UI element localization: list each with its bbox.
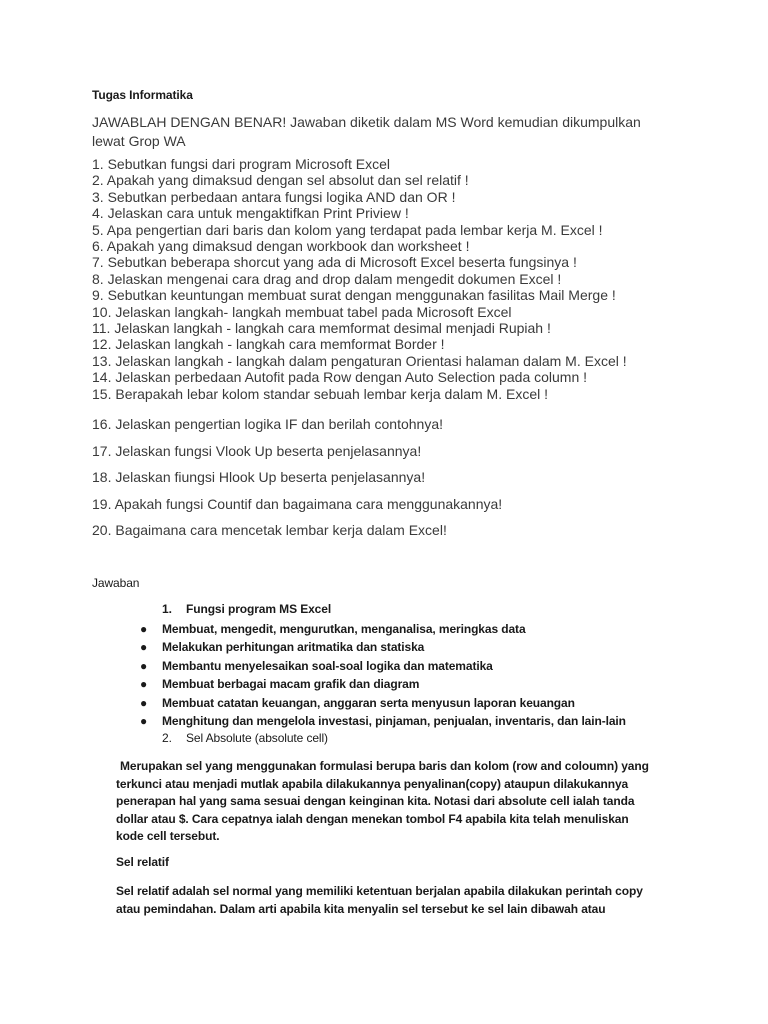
instruction-text: JAWABLAH DENGAN BENAR! Jawaban diketik dalam MS Word kemudian dikumpulkan lewat Grop WA xyxy=(92,114,641,149)
bullet-text: Membantu menyelesaikan soal-soal logika dan matematika xyxy=(162,658,493,673)
bullet-item xyxy=(140,676,626,694)
relative-cell-paragraph xyxy=(116,883,676,918)
bullet-icon: ● xyxy=(140,713,148,728)
bullet-item xyxy=(140,658,626,676)
paragraph-line: kode cell tersebut. xyxy=(116,829,220,844)
answer-2-heading xyxy=(162,731,328,745)
question-item: 12. Jelaskan langkah - langkah cara memformat Border ! xyxy=(92,336,445,353)
bullet-item xyxy=(140,695,626,713)
paragraph-line: terkunci atau menjadi mutlak apabila dilakukannya penyalinan(copy) ataupun dilakukannya xyxy=(116,776,629,791)
bullet-icon: ● xyxy=(140,695,148,710)
bullet-item xyxy=(140,713,626,731)
bullet-text: Membuat berbagai macam grafik dan diagram xyxy=(162,677,420,692)
question-item: 3. Sebutkan perbedaan antara fungsi logika AND dan OR ! xyxy=(92,188,456,205)
question-item: 15. Berapakah lebar kolom standar sebuah lembar kerja dalam M. Excel ! xyxy=(92,385,549,402)
bullet-text: Membuat, mengedit, mengurutkan, menganalisa, meringkas data xyxy=(162,622,526,636)
question-item: 6. Apakah yang dimaksud dengan workbook dan worksheet ! xyxy=(92,238,470,255)
sel-relatif-heading: Sel relatif xyxy=(116,855,169,869)
document-title: Tugas Informatika xyxy=(92,88,193,102)
bullet-icon: ● xyxy=(140,622,148,636)
question-item: 13. Jelaskan langkah - langkah dalam pengaturan Orientasi halaman dalam M. Excel ! xyxy=(92,352,627,369)
question-item: 18. Jelaskan fiungsi Hlook Up beserta penjelasannya! xyxy=(92,469,426,485)
bullet-item xyxy=(140,621,626,639)
question-item: 17. Jelaskan fungsi Vlook Up beserta penjelasannya! xyxy=(92,442,422,459)
question-item: 20. Bagaimana cara mencetak lembar kerja dalam Excel! xyxy=(92,522,447,538)
question-item: 8. Jelaskan mengenai cara drag and drop dalam mengedit dokumen Excel ! xyxy=(92,270,562,287)
answer-heading-text: Sel Absolute (absolute cell) xyxy=(186,731,328,745)
paragraph-line: Sel relatif adalah sel normal yang memiliki ketentuan berjalan apabila dilakukan perintah copy xyxy=(116,884,643,898)
question-item: 5. Apa pengertian dari baris dan kolom yang terdapat pada lembar kerja M. Excel ! xyxy=(92,221,603,238)
question-list-spaced xyxy=(92,416,502,549)
answers-heading: Jawaban xyxy=(92,576,140,590)
bullet-text: Menghitung dan mengelola investasi, pinjaman, penjualan, inventaris, dan lain-lain xyxy=(162,713,626,728)
answer-heading-text: Fungsi program MS Excel xyxy=(186,602,332,616)
bullet-text: Melakukan perhitungan aritmatika dan statiska xyxy=(162,640,425,655)
answer-1-heading xyxy=(162,602,331,616)
paragraph-line: Merupakan sel yang menggunakan formulasi berupa baris dan kolom (row and coloumn) yang xyxy=(120,759,649,773)
question-item: 7. Sebutkan beberapa shorcut yang ada di Microsoft Excel beserta fungsinya ! xyxy=(92,254,577,271)
bullet-icon: ● xyxy=(140,640,148,655)
question-item: 11. Jelaskan langkah - langkah cara memformat desimal menjadi Rupiah ! xyxy=(92,320,551,337)
bullet-item xyxy=(140,639,626,657)
paragraph-line: penerapan hal yang sama sesuai dengan keinginan kita. Notasi dari absolute cell ialah tanda xyxy=(116,794,635,809)
absolute-cell-paragraph xyxy=(116,758,676,846)
bullet-text: Membuat catatan keuangan, anggaran serta menyusun laporan keuangan xyxy=(162,695,575,710)
answer-1-bullet-list xyxy=(140,621,626,731)
answer-number: 1. xyxy=(162,602,172,616)
question-item: 16. Jelaskan pengertian logika IF dan berilah contohnya! xyxy=(92,416,444,432)
question-item: 4. Jelaskan cara untuk mengaktifkan Print Priview ! xyxy=(92,205,409,222)
answer-number: 2. xyxy=(162,731,172,745)
question-item: 1. Sebutkan fungsi dari program Microsoft Excel xyxy=(92,156,391,172)
bullet-icon: ● xyxy=(140,658,148,673)
question-item: 19. Apakah fungsi Countif dan bagaimana cara menggunakannya! xyxy=(92,495,503,512)
question-item: 10. Jelaskan langkah- langkah membuat tabel pada Microsoft Excel xyxy=(92,303,512,320)
paragraph-line: dollar atau $. Cara cepatnya ialah dengan menekan tombol F4 apabila kita telah menuliskan xyxy=(116,811,629,826)
bullet-icon: ● xyxy=(140,677,148,692)
paragraph-line: atau pemindahan. Dalam arti apabila kita menyalin sel tersebut ke sel lain dibawah atau xyxy=(116,901,606,916)
question-item: 2. Apakah yang dimaksud dengan sel absolut dan sel relatif ! xyxy=(92,172,469,189)
question-list-compact xyxy=(92,156,627,402)
question-item: 14. Jelaskan perbedaan Autofit pada Row dengan Auto Selection pada column ! xyxy=(92,369,588,386)
question-item: 9. Sebutkan keuntungan membuat surat dengan menggunakan fasilitas Mail Merge ! xyxy=(92,287,616,304)
